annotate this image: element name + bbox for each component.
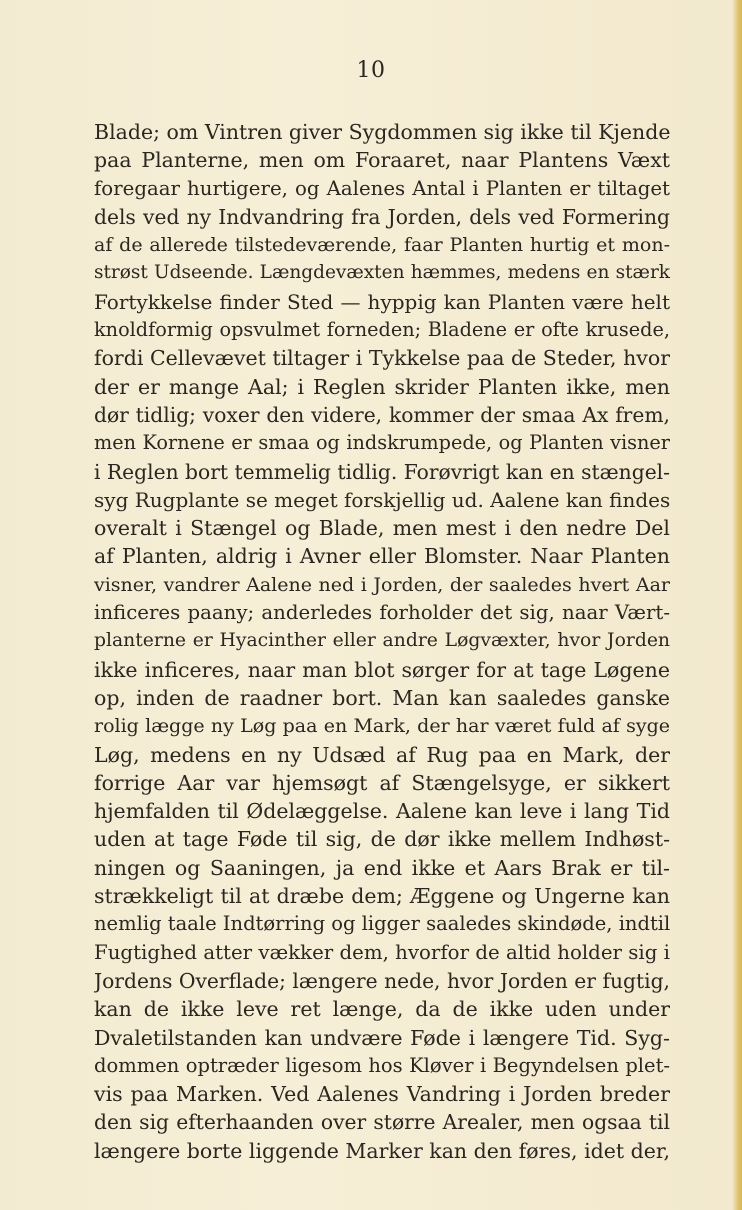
text-line: Dvaletilstanden kan undvære Føde i længere Tid. Syg-	[94, 1025, 670, 1050]
text-line: op, inden de raadner bort. Man kan saaledes ganske	[94, 685, 670, 710]
text-line: dør tidlig; voxer den videre, kommer der smaa Ax frem,	[94, 402, 670, 427]
text-line: vis paa Marken. Ved Aalenes Vandring i Jorden breder	[94, 1082, 670, 1107]
text-line: knoldformig opsvulmet forneden; Bladene er ofte krusede,	[94, 318, 670, 342]
body-text	[94, 118, 670, 1165]
text-line: forrige Aar var hjemsøgt af Stængelsyge, er sikkert	[94, 770, 670, 795]
text-line: uden at tage Føde til sig, de dør ikke mellem Indhøst-	[94, 827, 670, 852]
text-line: planterne er Hyacinther eller andre Løgvæxter, hvor Jorden	[94, 630, 670, 652]
text-line: strækkeligt til at dræbe dem; Æggene og Ungerne kan	[94, 884, 670, 909]
text-line: Blade; om Vintren giver Sygdommen sig ikke til Kjende	[94, 120, 670, 144]
text-line: kan de ikke leve ret længe, da de ikke uden under	[94, 997, 670, 1022]
text-line: af de allerede tilstedeværende, faar Planten hurtig et mon-	[94, 234, 670, 257]
text-line: længere borte liggende Marker kan den føres, idet der,	[94, 1138, 670, 1163]
text-line: Løg, medens en ny Udsæd af Rug paa en Mark, der	[94, 742, 670, 767]
text-line: inficeres paany; anderledes forholder det sig, naar Vært-	[94, 601, 670, 625]
text-line: fordi Cellevævet tiltager i Tykkelse paa de Steder, hvor	[94, 346, 670, 371]
text-line: ikke inficeres, naar man blot sørger for at tage Løgene	[94, 657, 670, 682]
text-line: dommen optræder ligesom hos Kløver i Begyndelsen plet-	[94, 1053, 670, 1077]
text-line: overalt i Stængel og Blade, men mest i den nedre Del	[94, 516, 670, 541]
text-line: nemlig taale Indtørring og ligger saaledes skindøde, indtil	[94, 912, 670, 936]
text-line: foregaar hurtigere, og Aalenes Antal i Planten er tiltaget	[94, 176, 670, 200]
text-line: strøst Udseende. Længdevæxten hæmmes, medens en stærk	[94, 262, 670, 284]
text-line: Fortykkelse finder Sted — hyppig kan Planten være helt	[94, 289, 670, 314]
text-line: Jordens Overflade; længere nede, hvor Jorden er fugtig,	[94, 968, 670, 993]
text-line: rolig lægge ny Løg paa en Mark, der har været fuld af syge	[94, 715, 670, 738]
text-line: i Reglen bort temmelig tidlig. Forøvrigt kan en stængel-	[94, 459, 670, 484]
text-line: syg Rugplante se meget forskjellig ud. Aalene kan findes	[94, 487, 670, 512]
text-line: den sig efterhaanden over større Arealer, men ogsaa til	[94, 1110, 670, 1135]
text-line: men Kornene er smaa og indskrumpede, og Planten visner	[94, 431, 670, 455]
text-line: hjemfalden til Ødelæggelse. Aalene kan leve i lang Tid	[94, 799, 670, 824]
text-line: dels ved ny Indvandring fra Jorden, dels ved Formering	[94, 204, 670, 229]
page-edge	[732, 0, 742, 1210]
text-line: paa Planterne, men om Foraaret, naar Plantens Væxt	[94, 148, 670, 173]
text-line: af Planten, aldrig i Avner eller Blomster. Naar Planten	[94, 544, 670, 569]
text-line: visner, vandrer Aalene ned i Jorden, der saaledes hvert Aar	[94, 573, 670, 596]
text-line: Fugtighed atter vækker dem, hvorfor de altid holder sig i	[94, 940, 670, 964]
page-number: 10	[356, 58, 386, 83]
text-line: der er mange Aal; i Reglen skrider Planten ikke, men	[94, 374, 670, 399]
text-line: ningen og Saaningen, ja end ikke et Aars Brak er til-	[94, 855, 670, 880]
